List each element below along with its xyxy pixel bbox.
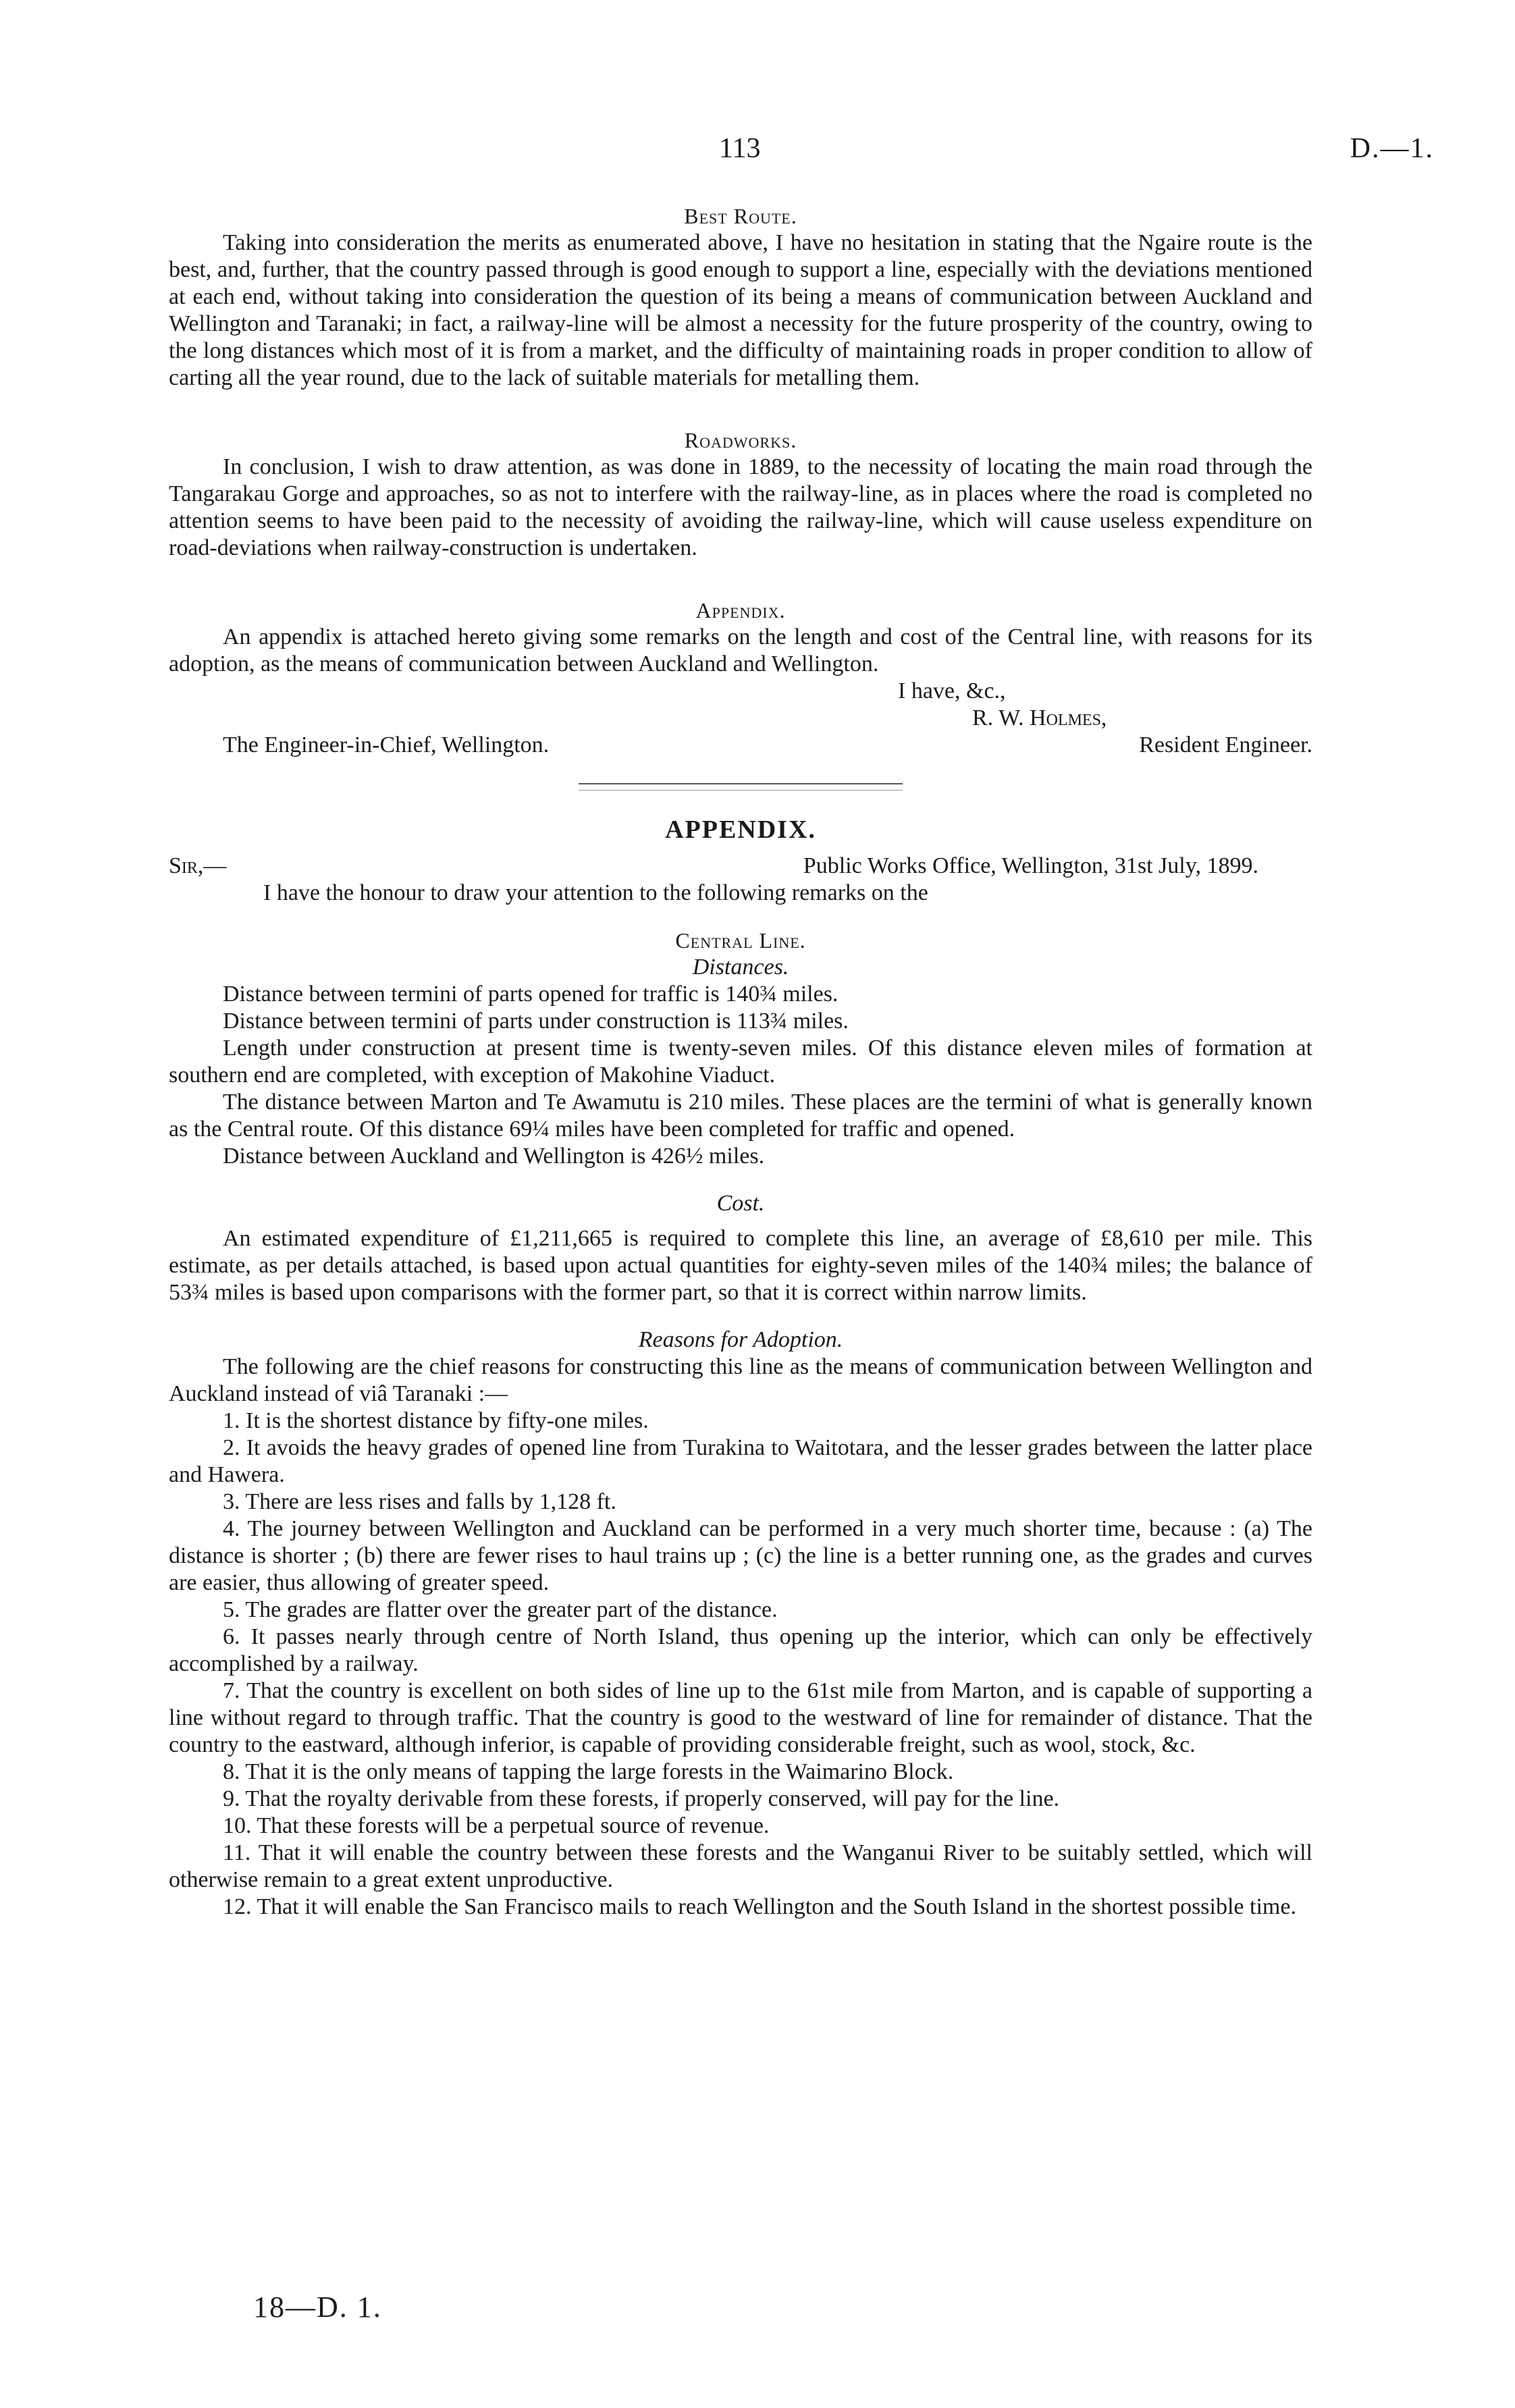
reason-item: 11. That it will enable the country between these forests and the Wanganui River to be suitably settled, which will otherwise remain to a great extent unproductive. bbox=[169, 1840, 1312, 1892]
reason-item: 2. It avoids the heavy grades of opened line from Turakina to Waitotara, and the lesser grades between the latter place and Hawera. bbox=[169, 1435, 1312, 1487]
reason-item: 5. The grades are flatter over the greater part of the distance. bbox=[223, 1597, 778, 1622]
distance-item: Distance between termini of parts under construction is 113¾ miles. bbox=[223, 1009, 849, 1034]
distance-item: The distance between Marton and Te Awamutu is 210 miles. These places are the termini of what is generally known as the Central route. Of this distance 69¼ miles have been completed for traffic and opened. bbox=[169, 1090, 1312, 1142]
roadworks-paragraph: In conclusion, I wish to draw attention, as was done in 1889, to the necessity of locating the main road through the Tangarakau Gorge and approaches, so as not to interfere with the railway-line, as in places where the road is completed no attention seems to have been paid to the necessity of avoiding the railway-line, which will cause useless expenditure on road-deviations when railway-construction is undertaken. bbox=[169, 454, 1312, 560]
appendix-dateline-row bbox=[169, 853, 1312, 880]
best-route-heading: Best Route. bbox=[684, 204, 797, 228]
document-reference: D.—1. bbox=[1350, 133, 1434, 164]
signatory-title: Resident Engineer. bbox=[1139, 732, 1312, 757]
signatory-name: R. W. Holmes, bbox=[972, 705, 1107, 730]
page-number: 113 bbox=[719, 133, 761, 164]
reason-item: 8. That it is the only means of tapping the large forests in the Waimarino Block. bbox=[223, 1759, 954, 1784]
reasons-intro: The following are the chief reasons for constructing this line as the means of communication between Wellington and Auckland instead of viâ Taranaki :— bbox=[169, 1354, 1312, 1406]
best-route-paragraph: Taking into consideration the merits as enumerated above, I have no hesitation in stating that the Ngaire route is the best, and, further, that the country passed through is good enough to support a line, especially with the deviations mentioned at each end, without taking into consideration the question of its being a means of communication between Auckland and Wellington and Taranaki; in fact, a railway-line will be almost a necessity for the future prosperity of the country, owing to the long distances which most of it is from a market, and the difficulty of maintaining roads in proper condition to allow of carting all the year round, due to the lack of suitable materials for metalling them. bbox=[169, 230, 1312, 390]
distances-list bbox=[169, 981, 1312, 1170]
dateline: Public Works Office, Wellington, 31st July, 1899. bbox=[803, 853, 1258, 878]
section-divider bbox=[579, 783, 903, 791]
page-body bbox=[169, 203, 1312, 1921]
appendix-title: APPENDIX. bbox=[665, 815, 816, 844]
distances-heading: Distances. bbox=[692, 955, 789, 980]
signature-block bbox=[169, 732, 1312, 759]
distance-item: Length under construction at present time is twenty-seven miles. Of this distance eleven miles of formation at southern end are completed, with exception of Makohine Viaduct. bbox=[169, 1036, 1312, 1088]
reasons-heading: Reasons for Adoption. bbox=[638, 1327, 843, 1352]
reason-item: 1. It is the shortest distance by fifty-one miles. bbox=[223, 1408, 649, 1433]
closing-line: I have, &c., bbox=[898, 678, 1006, 703]
reasons-list bbox=[169, 1408, 1312, 1921]
reason-item: 12. That it will enable the San Francisco mails to reach Wellington and the South Island in the shortest possible time. bbox=[223, 1894, 1296, 1919]
central-line-heading: Central Line. bbox=[675, 928, 806, 953]
reason-item: 9. That the royalty derivable from these forests, if properly conserved, will pay for the line. bbox=[223, 1786, 1060, 1811]
reason-item: 6. It passes nearly through centre of North Island, thus opening up the interior, which can only be effectively accomplished by a railway. bbox=[169, 1624, 1312, 1676]
reason-item: 3. There are less rises and falls by 1,128 ft. bbox=[223, 1489, 616, 1514]
reason-item: 7. That the country is excellent on both sides of line up to the 61st mile from Marton, and is capable of supporting a line without regard to through traffic. That the country is good to the westward of line for remainder of distance. That the country to the eastward, although inferior, is capable of providing considerable freight, such as wool, stock, &c. bbox=[169, 1678, 1312, 1757]
cost-heading: Cost. bbox=[716, 1191, 765, 1216]
roadworks-heading: Roadworks. bbox=[684, 428, 797, 452]
reason-item: 4. The journey between Wellington and Auckland can be performed in a very much shorter time, because : (a) The distance is shorter ; (b) there are fewer rises to haul trains up ; (c) the line is a better running one, as the grades and curves are easier, thus allowing of greater speed. bbox=[169, 1516, 1312, 1595]
distance-item: Distance between Auckland and Wellington is 426½ miles. bbox=[223, 1144, 765, 1169]
appendix-intro: I have the honour to draw your attention to the following remarks on the bbox=[263, 880, 928, 905]
addressee: The Engineer-in-Chief, Wellington. bbox=[223, 732, 550, 757]
distance-item: Distance between termini of parts opened for traffic is 140¾ miles. bbox=[223, 982, 839, 1007]
appendix-note-paragraph: An appendix is attached hereto giving some remarks on the length and cost of the Central line, with reasons for its adoption, as the means of communication between Auckland and Wellington. bbox=[169, 624, 1312, 676]
appendix-note-heading: Appendix. bbox=[695, 598, 786, 622]
cost-paragraph: An estimated expenditure of £1,211,665 is required to complete this line, an average of £8,610 per mile. This estimate, as per details attached, is based upon actual quantities for eighty-seven miles of the 140¾ miles; the balance of 53¾ miles is based upon comparisons with the former part, so that it is correct within narrow limits. bbox=[169, 1226, 1312, 1305]
signature-mark: 18—D. 1. bbox=[253, 2291, 382, 2324]
reason-item: 10. That these forests will be a perpetual source of revenue. bbox=[223, 1813, 770, 1838]
salutation: Sir,— bbox=[169, 853, 227, 878]
